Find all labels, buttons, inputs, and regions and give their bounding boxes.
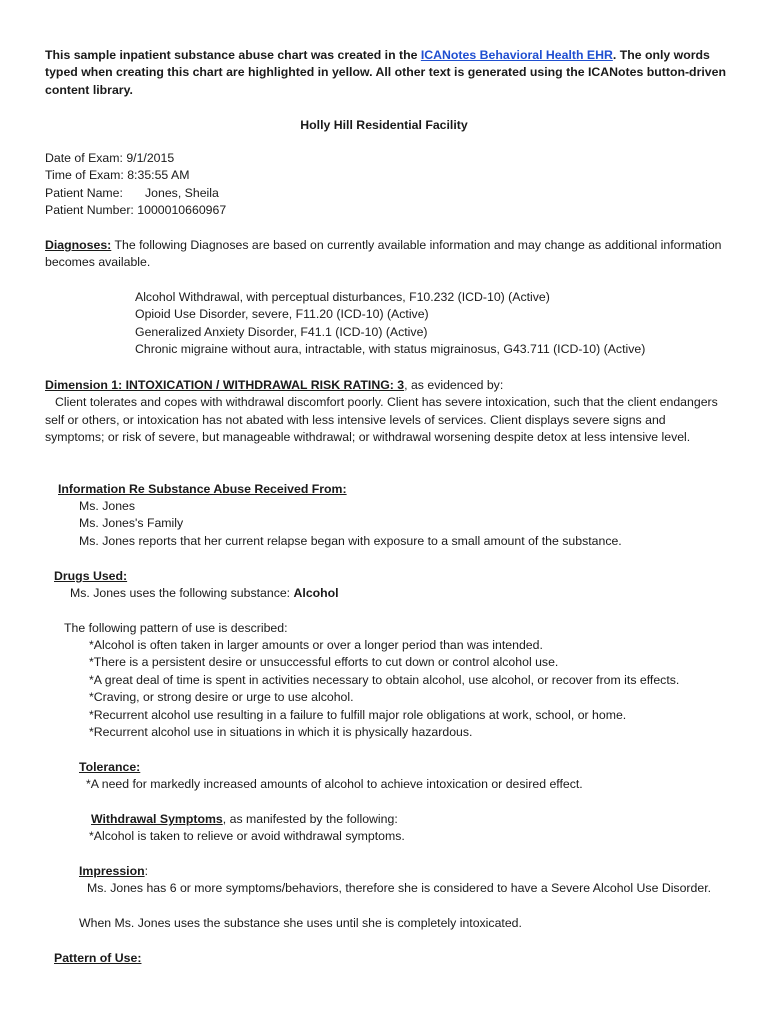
- pattern-intro: The following pattern of use is described:: [64, 621, 288, 635]
- info-received-list: [79, 498, 622, 550]
- dimension1-heading: Dimension 1: INTOXICATION / WITHDRAWAL RISK RATING: 3: [45, 378, 405, 392]
- pattern-item: *Recurrent alcohol use resulting in a failure to fulfill major role obligations at work, school, or home.: [89, 707, 627, 722]
- pattern-list: [89, 637, 679, 741]
- diagnoses-intro: [45, 237, 725, 272]
- impression-heading: Impression: [79, 864, 145, 878]
- info-source-item: Ms. Jones's Family: [79, 516, 184, 531]
- info-source-item: Ms. Jones: [79, 499, 136, 513]
- diagnoses-intro-text: The following Diagnoses are based on currently available information and may change as additional information becomes available.: [45, 238, 722, 270]
- dimension1-heading-suffix: , as evidenced by:: [404, 378, 504, 392]
- intro-suffix: . The only words typed when creating this chart are highlighted in yellow. All other text is generated using the ICANotes button-driven content library.: [45, 48, 726, 97]
- pattern-of-use-heading: Pattern of Use:: [54, 951, 142, 965]
- facility-title: Holly Hill Residential Facility: [300, 118, 468, 132]
- diagnosis-item: Chronic migraine without aura, intractable, with status migrainosus, G43.711 (ICD-10) (Active): [135, 342, 646, 357]
- substance-name: Alcohol: [293, 586, 339, 600]
- icanotes-ehr-link[interactable]: ICANotes Behavioral Health EHR: [420, 48, 613, 62]
- date-of-exam: Date of Exam: 9/1/2015: [45, 151, 175, 165]
- info-received-heading: Information Re Substance Abuse Received From:: [58, 482, 347, 496]
- pattern-item: *Craving, or strong desire or urge to use alcohol.: [89, 690, 354, 705]
- impression-line1: Ms. Jones has 6 or more symptoms/behaviors, therefore she is considered to have a Severe Alcohol Use Disorder.: [87, 881, 712, 895]
- exam-info: [45, 150, 226, 220]
- pattern-item: *There is a persistent desire or unsuccessful efforts to cut down or control alcohol use.: [89, 655, 559, 670]
- impression-heading-suffix: :: [144, 864, 149, 878]
- patient-name-row: [45, 185, 226, 202]
- pattern-item: *Alcohol is often taken in larger amounts or over a longer period than was intended.: [89, 638, 543, 652]
- withdrawal-heading: Withdrawal Symptoms: [91, 812, 223, 826]
- dimension1-body: Client tolerates and copes with withdrawal discomfort poorly. Client has severe intoxication, such that the client endangers self or others, or intoxication has not abated with less intensive levels of services. Client displays severe signs and symptoms; or risk of severe, but manageable withdrawal; or withdrawal worsening despite detox at less intensive level.: [45, 395, 718, 445]
- time-of-exam: Time of Exam: 8:35:55 AM: [45, 168, 190, 183]
- pattern-item: *A great deal of time is spent in activities necessary to obtain alcohol, use alcohol, or recover from its effects.: [89, 672, 680, 687]
- drugs-used-text: Ms. Jones uses the following substance:: [70, 586, 294, 600]
- patient-number: Patient Number: 1000010660967: [45, 203, 227, 218]
- diagnoses-list: [135, 289, 645, 359]
- dimension1-section: [45, 377, 725, 447]
- diagnosis-item: Alcohol Withdrawal, with perceptual disturbances, F10.232 (ICD-10) (Active): [135, 290, 550, 304]
- intro-note: [45, 47, 730, 99]
- drugs-used-line: [70, 585, 339, 602]
- patient-name-label: Patient Name:: [45, 185, 123, 200]
- diagnosis-item: Generalized Anxiety Disorder, F41.1 (ICD-10) (Active): [135, 324, 428, 339]
- drugs-used-heading: Drugs Used:: [54, 569, 128, 583]
- impression-line2: When Ms. Jones uses the substance she uses until she is completely intoxicated.: [79, 916, 522, 930]
- tolerance-heading: Tolerance:: [79, 760, 141, 774]
- dimension1-heading-row: [45, 377, 725, 394]
- withdrawal-heading-row: [91, 811, 398, 828]
- tolerance-text: *A need for markedly increased amounts of alcohol to achieve intoxication or desired effect.: [86, 777, 583, 791]
- intro-prefix: This sample inpatient substance abuse chart was created in the: [45, 48, 421, 62]
- pattern-item: *Recurrent alcohol use in situations in which it is physically hazardous.: [89, 725, 473, 740]
- withdrawal-heading-suffix: , as manifested by the following:: [222, 812, 398, 826]
- diagnoses-heading: Diagnoses:: [45, 238, 112, 252]
- impression-heading-row: [79, 863, 148, 880]
- withdrawal-text: *Alcohol is taken to relieve or avoid withdrawal symptoms.: [89, 829, 405, 843]
- relapse-note: Ms. Jones reports that her current relapse began with exposure to a small amount of the substance.: [79, 533, 622, 548]
- patient-name: Jones, Sheila: [145, 185, 219, 200]
- diagnosis-item: Opioid Use Disorder, severe, F11.20 (ICD-10) (Active): [135, 307, 429, 322]
